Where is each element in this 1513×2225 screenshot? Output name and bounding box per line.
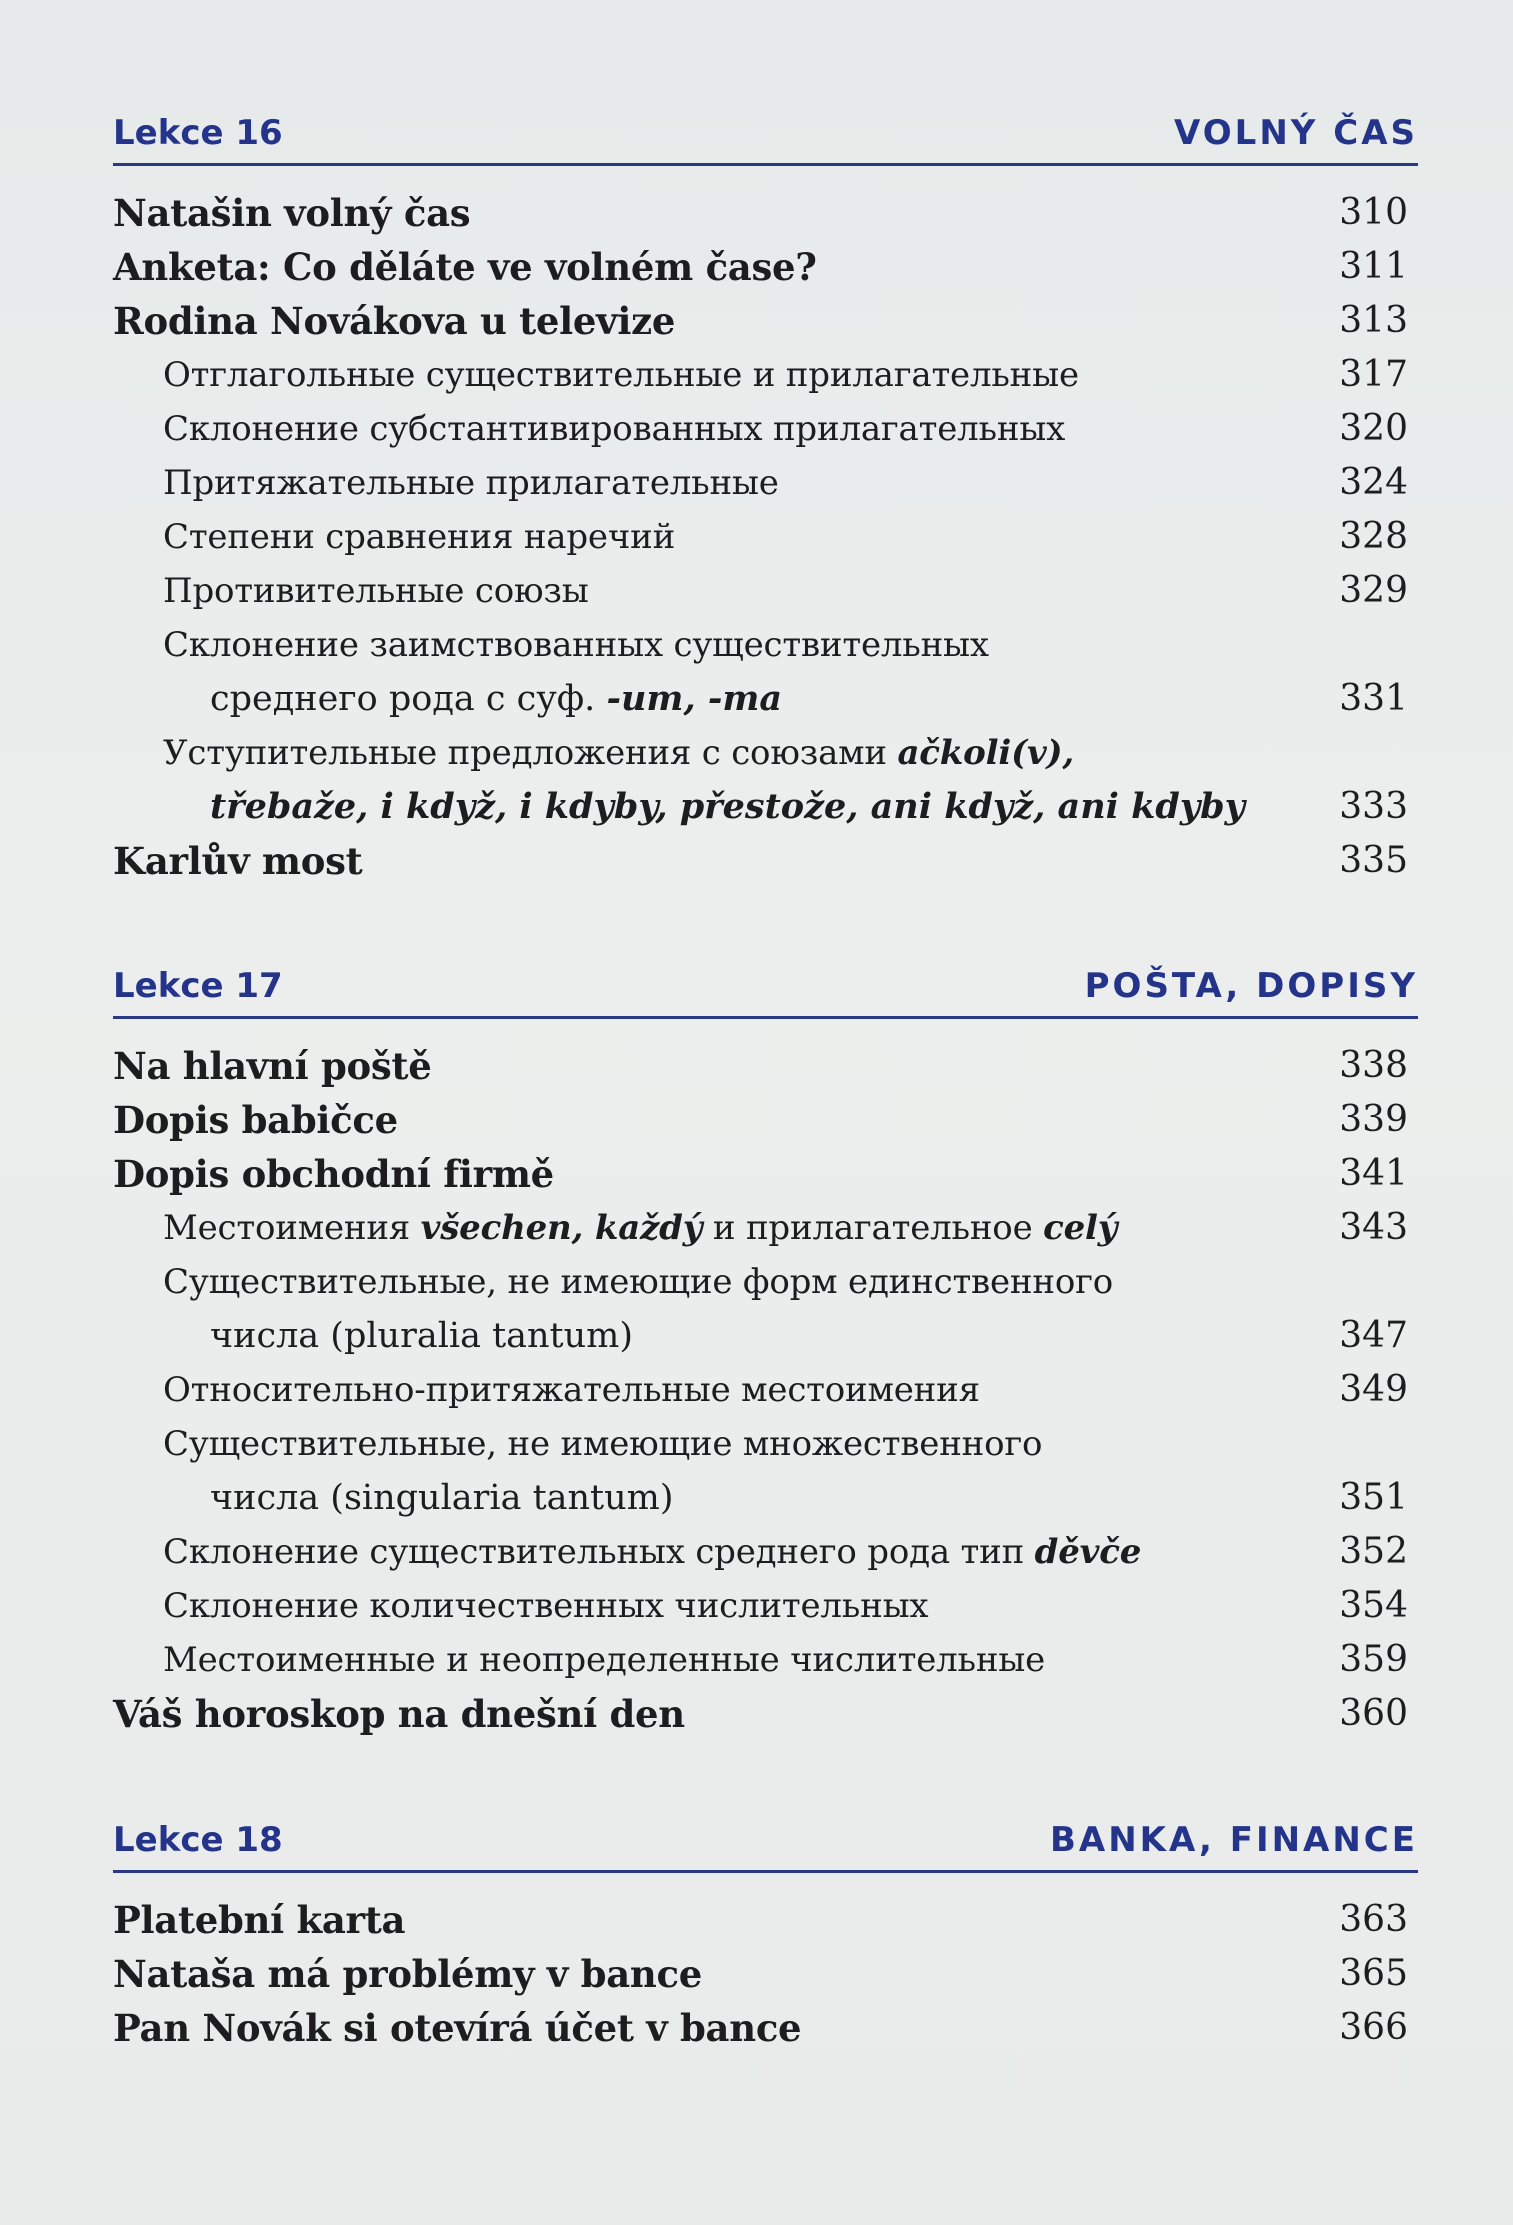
entry-title-italic: třebaže, i když, i kdyby, přestože, ani když, ani kdyby xyxy=(210,786,1245,827)
entry-page-number: 365 xyxy=(1339,1953,1408,1994)
toc-entry-grammar[interactable] xyxy=(113,456,1418,510)
entry-title-text: Склонение существительных среднего рода тип xyxy=(163,1532,1035,1572)
entry-title-text: Váš horoskop na dnešní den xyxy=(113,1692,685,1736)
lesson-entries xyxy=(113,1039,1418,1741)
toc-entry-grammar[interactable] xyxy=(113,618,1418,672)
entry-title-text: Степени сравнения наречий xyxy=(163,517,676,557)
entry-page-number: 328 xyxy=(1339,516,1408,557)
entry-page-number: 354 xyxy=(1339,1585,1408,1626)
toc-entry-grammar[interactable] xyxy=(113,780,1418,834)
entry-title-italic: celý xyxy=(1043,1208,1118,1248)
entry-title-text: среднего рода с суф. xyxy=(210,679,607,719)
entry-title-text: Существительные, не имеющие форм единственного xyxy=(163,1262,1113,1302)
entry-page-number: 363 xyxy=(1339,1899,1408,1940)
entry-page-number: 349 xyxy=(1339,1369,1408,1410)
toc-entry-grammar[interactable] xyxy=(113,564,1418,618)
entry-title xyxy=(113,294,675,348)
entry-title-text: Уступительные предложения с союзами xyxy=(163,733,898,773)
toc-entry-chapter[interactable] xyxy=(113,1687,1418,1741)
entry-title-text: Склонение заимствованных существительных xyxy=(163,625,989,665)
entry-title xyxy=(163,510,675,564)
lesson-entries xyxy=(113,1893,1418,2055)
entry-title-text: Natašin volný čas xyxy=(113,191,471,235)
toc-entry-grammar[interactable] xyxy=(113,1633,1418,1687)
toc-entry-chapter[interactable] xyxy=(113,186,1418,240)
entry-title xyxy=(163,402,1065,456)
entry-title-text: Местоимения xyxy=(163,1208,421,1248)
entry-page-number: 333 xyxy=(1339,786,1408,827)
entry-page-number: 347 xyxy=(1339,1315,1408,1356)
entry-title xyxy=(163,456,779,510)
entry-title-italic: -um, -ma xyxy=(606,678,783,719)
lesson-number: Lekce 18 xyxy=(113,1820,283,1860)
lesson-topic: BANKA, FINANCE xyxy=(1049,1820,1418,1860)
toc-entry-grammar[interactable] xyxy=(113,1525,1418,1579)
lesson-17 xyxy=(113,958,1418,1741)
toc-entry-grammar[interactable] xyxy=(113,348,1418,402)
entry-title xyxy=(210,1309,633,1363)
toc-entry-grammar[interactable] xyxy=(113,726,1418,780)
entry-title-text: Отглагольные существительные и прилагательные xyxy=(163,355,1079,395)
entry-title xyxy=(113,2001,801,2055)
lesson-16 xyxy=(113,105,1418,888)
lesson-topic: POŠTA, DOPISY xyxy=(1084,966,1418,1006)
entry-title xyxy=(163,726,1074,780)
toc-entry-grammar[interactable] xyxy=(113,1363,1418,1417)
entry-title-text: Склонение количественных числительных xyxy=(163,1586,929,1626)
lesson-entries xyxy=(113,186,1418,888)
entry-page-number: 360 xyxy=(1339,1693,1408,1734)
entry-title-italic: ačkoli(v), xyxy=(897,733,1075,773)
entry-title xyxy=(163,1363,980,1417)
lesson-header xyxy=(113,1812,1418,1873)
toc-entry-grammar[interactable] xyxy=(113,1471,1418,1525)
entry-page-number: 339 xyxy=(1339,1099,1408,1140)
entry-page-number: 313 xyxy=(1339,300,1408,341)
entry-title xyxy=(113,240,817,294)
entry-title-text: Склонение субстантивированных прилагательных xyxy=(163,409,1066,449)
lesson-header xyxy=(113,958,1418,1019)
lesson-number: Lekce 17 xyxy=(113,966,283,1006)
toc-entry-grammar[interactable] xyxy=(113,672,1418,726)
entry-title-text: Противительные союзы xyxy=(163,571,589,611)
entry-title xyxy=(163,618,989,672)
toc-entry-chapter[interactable] xyxy=(113,1147,1418,1201)
entry-page-number: 351 xyxy=(1339,1477,1408,1518)
entry-title xyxy=(163,1201,1117,1255)
lesson-topic: VOLNÝ ČAS xyxy=(1174,113,1418,153)
entry-title-italic: všechen, každý xyxy=(420,1208,703,1248)
toc-entry-grammar[interactable] xyxy=(113,1417,1418,1471)
entry-page-number: 359 xyxy=(1339,1639,1408,1680)
entry-title-italic: děvče xyxy=(1034,1532,1142,1572)
entry-title xyxy=(163,1633,1045,1687)
lesson-18 xyxy=(113,1812,1418,2055)
entry-title-text: и прилагательное xyxy=(702,1208,1044,1248)
toc-entry-grammar[interactable] xyxy=(113,1309,1418,1363)
entry-title xyxy=(163,564,589,618)
entry-title xyxy=(163,1525,1141,1579)
entry-title-text: Platební karta xyxy=(113,1898,406,1942)
entry-title xyxy=(113,1947,702,2001)
entry-page-number: 329 xyxy=(1339,570,1408,611)
entry-title xyxy=(113,1093,398,1147)
entry-title-text: числа (pluralia tantum) xyxy=(210,1316,633,1356)
entry-title-text: Dopis babičce xyxy=(113,1098,398,1142)
entry-title xyxy=(113,834,362,888)
entry-title-text: Nataša má problémy v bance xyxy=(113,1952,702,1996)
entry-page-number: 320 xyxy=(1339,408,1408,449)
entry-page-number: 343 xyxy=(1339,1207,1408,1248)
entry-page-number: 341 xyxy=(1339,1153,1408,1194)
entry-page-number: 352 xyxy=(1339,1531,1408,1572)
lesson-header xyxy=(113,105,1418,166)
lesson-number: Lekce 16 xyxy=(113,113,283,153)
entry-page-number: 366 xyxy=(1339,2007,1408,2048)
entry-title-text: Anketa: Co děláte ve volném čase? xyxy=(113,245,817,289)
toc-entry-chapter[interactable] xyxy=(113,2001,1418,2055)
toc-entry-grammar[interactable] xyxy=(113,1201,1418,1255)
toc-entry-chapter[interactable] xyxy=(113,1039,1418,1093)
toc-entry-chapter[interactable] xyxy=(113,1947,1418,2001)
toc-entry-chapter[interactable] xyxy=(113,294,1418,348)
entry-page-number: 324 xyxy=(1339,462,1408,503)
entry-title xyxy=(163,1255,1113,1309)
entry-title-text: числа (singularia tantum) xyxy=(210,1478,674,1518)
entry-title-text: Rodina Novákova u televize xyxy=(113,299,676,343)
entry-page-number: 338 xyxy=(1339,1045,1408,1086)
entry-page-number: 331 xyxy=(1339,678,1408,719)
toc-entry-chapter[interactable] xyxy=(113,1093,1418,1147)
entry-title xyxy=(163,1417,1042,1471)
entry-page-number: 317 xyxy=(1339,354,1408,395)
entry-title-text: Na hlavní poště xyxy=(113,1044,432,1088)
toc-entry-grammar[interactable] xyxy=(113,1579,1418,1633)
toc-entry-grammar[interactable] xyxy=(113,402,1418,456)
entry-title xyxy=(113,1147,554,1201)
toc-entry-chapter[interactable] xyxy=(113,240,1418,294)
entry-page-number: 311 xyxy=(1339,246,1408,287)
entry-title xyxy=(113,1893,405,1947)
entry-page-number: 335 xyxy=(1339,840,1408,881)
entry-title xyxy=(210,672,782,726)
entry-title-text: Dopis obchodní firmě xyxy=(113,1152,554,1196)
toc-entry-chapter[interactable] xyxy=(113,834,1418,888)
entry-title xyxy=(210,780,1245,834)
entry-title xyxy=(113,186,470,240)
entry-title-text: Существительные, не имеющие множественного xyxy=(163,1424,1043,1464)
entry-title xyxy=(113,1039,431,1093)
toc-entry-grammar[interactable] xyxy=(113,510,1418,564)
entry-title-text: Местоименные и неопределенные числительные xyxy=(163,1640,1046,1680)
entry-title xyxy=(163,1579,928,1633)
entry-title-text: Относительно-притяжательные местоимения xyxy=(163,1370,980,1410)
entry-title-text: Притяжательные прилагательные xyxy=(163,463,779,503)
entry-page-number: 310 xyxy=(1339,192,1408,233)
toc-entry-chapter[interactable] xyxy=(113,1893,1418,1947)
toc-entry-grammar[interactable] xyxy=(113,1255,1418,1309)
entry-title xyxy=(210,1471,674,1525)
entry-title xyxy=(113,1687,685,1741)
entry-title xyxy=(163,348,1079,402)
entry-title-text: Pan Novák si otevírá účet v bance xyxy=(113,2006,802,2050)
entry-title-text: Karlův most xyxy=(113,839,363,883)
